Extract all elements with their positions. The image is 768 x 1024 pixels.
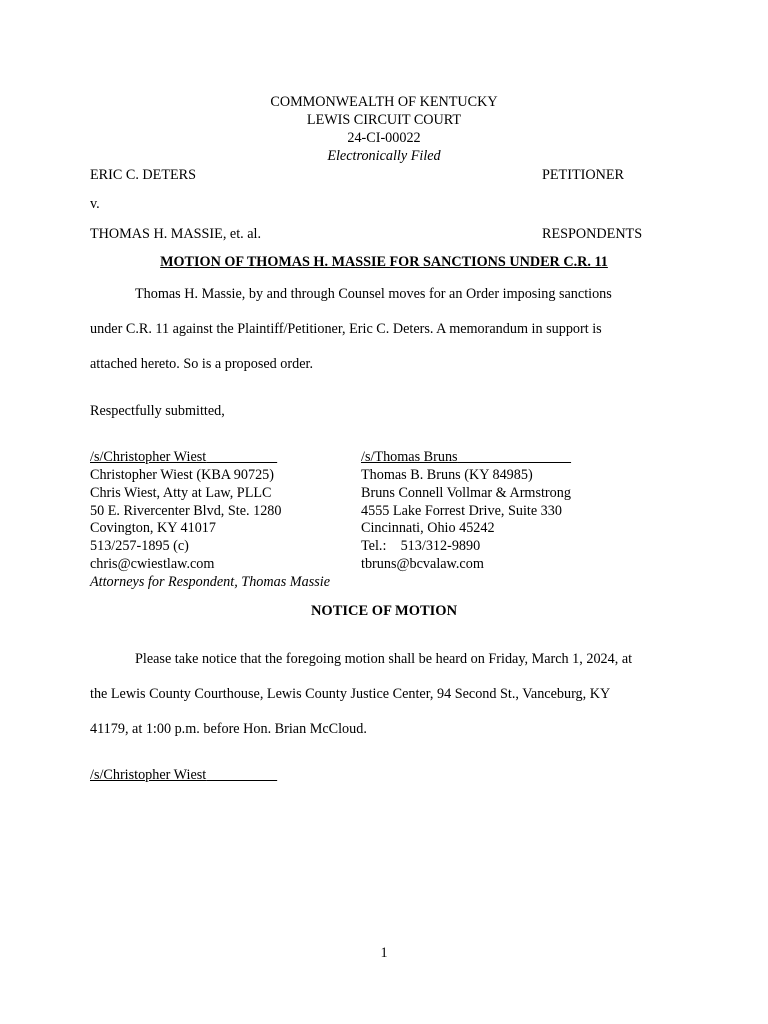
case-number: 24-CI-00022	[347, 130, 421, 146]
signature-line	[206, 767, 277, 783]
attorney-line: 4555 Lake Forrest Drive, Suite 330	[361, 503, 562, 519]
signature-line	[458, 449, 572, 465]
page-number: 1	[380, 945, 388, 961]
attorney-line: Covington, KY 41017	[90, 520, 216, 536]
attorney-line: Thomas B. Bruns (KY 84985)	[361, 467, 533, 483]
notice-signature-text: /s/Christopher Wiest	[90, 767, 207, 783]
notice-body-line: the Lewis County Courthouse, Lewis County Justice Center, 94 Second St., Vanceburg, KY	[90, 686, 611, 702]
notice-body-line: Please take notice that the foregoing motion shall be heard on Friday, March 1, 2024, at	[135, 651, 633, 667]
signature-right-text: /s/Thomas Bruns	[361, 449, 458, 465]
court-line-1: COMMONWEALTH OF KENTUCKY	[270, 94, 498, 110]
signature-line	[206, 449, 277, 465]
filing-status: Electronically Filed	[327, 148, 441, 164]
attorney-line: Bruns Connell Vollmar & Armstrong	[361, 485, 571, 501]
attorney-email: tbruns@bcvalaw.com	[361, 556, 484, 572]
notice-signature	[90, 766, 277, 784]
motion-body-line: under C.R. 11 against the Plaintiff/Petitioner, Eric C. Deters. A memorandum in support is	[90, 321, 602, 337]
respondent-role: RESPONDENTS	[542, 226, 643, 242]
court-line-2: LEWIS CIRCUIT COURT	[306, 112, 462, 128]
notice-title: NOTICE OF MOTION	[310, 603, 458, 619]
attorney-line: 50 E. Rivercenter Blvd, Ste. 1280	[90, 503, 282, 519]
petitioner-role: PETITIONER	[542, 167, 624, 183]
motion-body-line: attached hereto. So is a proposed order.	[90, 356, 313, 372]
respondent-name: THOMAS H. MASSIE, et. al.	[90, 226, 262, 242]
petitioner-name: ERIC C. DETERS	[90, 167, 197, 183]
signature-left-text: /s/Christopher Wiest	[90, 449, 207, 465]
versus: v.	[90, 196, 100, 212]
attorney-line: Chris Wiest, Atty at Law, PLLC	[90, 485, 272, 501]
attorney-line: 513/257-1895 (c)	[90, 538, 189, 554]
attorney-email: chris@cwiestlaw.com	[90, 556, 215, 572]
notice-body-line: 41179, at 1:00 p.m. before Hon. Brian McCloud.	[90, 721, 367, 737]
attorney-line: Cincinnati, Ohio 45242	[361, 520, 495, 536]
closing-text: Respectfully submitted,	[90, 403, 225, 419]
attorney-line: Christopher Wiest (KBA 90725)	[90, 467, 274, 483]
motion-title: MOTION OF THOMAS H. MASSIE FOR SANCTIONS UNDER C.R. 11	[160, 254, 608, 270]
attorney-role: Attorneys for Respondent, Thomas Massie	[90, 574, 330, 590]
signature-right	[361, 448, 571, 466]
signature-left	[90, 448, 277, 466]
motion-body-line: Thomas H. Massie, by and through Counsel moves for an Order imposing sanctions	[135, 286, 612, 302]
attorney-line: Tel.: 513/312-9890	[361, 538, 481, 554]
